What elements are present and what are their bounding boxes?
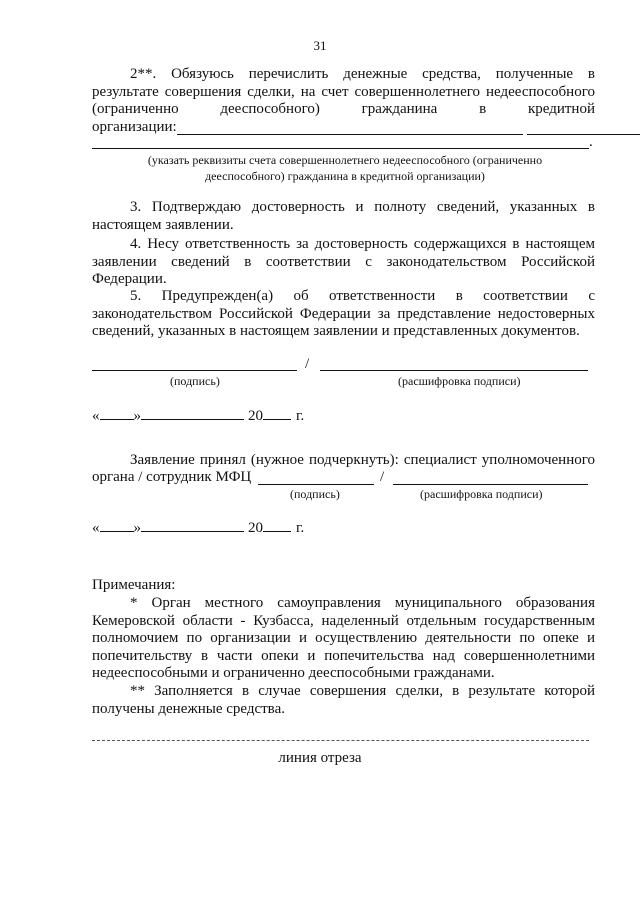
accepted-line-1: Заявление принял (нужное подчеркнуть): специалист уполномоченного xyxy=(130,452,595,468)
signature-decode-label: (расшифровка подписи) xyxy=(398,374,521,388)
accepted-signature-field[interactable] xyxy=(258,484,374,485)
signature-label: (подпись) xyxy=(170,374,220,388)
org-requisites-field-1[interactable] xyxy=(177,134,523,135)
cut-line xyxy=(92,740,589,741)
accepted-block xyxy=(92,452,595,470)
date-day-field[interactable] xyxy=(100,517,134,532)
note-2: ** Заполняется в случае совершения сделки, в результате которой получены денежные средства. xyxy=(92,683,595,717)
page-number: 31 xyxy=(313,38,327,53)
date-month-field[interactable] xyxy=(141,517,244,532)
signature-separator: / xyxy=(305,356,310,372)
date-year-field[interactable] xyxy=(263,517,291,532)
date-line-2: « » 20 г. xyxy=(92,517,304,537)
org-requisites-field-2[interactable] xyxy=(527,134,640,135)
item-2-line-1: 2**. Обязуюсь перечислить денежные средства, полученные в xyxy=(130,66,595,82)
signature-decode-field[interactable] xyxy=(320,370,588,371)
item-3: 3. Подтверждаю достоверность и полноту сведений, указанных в настоящем заявлении. xyxy=(92,199,595,233)
note-1: * Орган местного самоуправления муниципального образования Кемеровской области - Кузбасса, наделенный отдельным государственным полномочием по организации и осуществлению деятельности по опеке и попечительству в части опеки и попечительства над совершеннолетними недееспособными и ограниченно дееспособными гражданами. xyxy=(92,595,595,681)
item-2-line-2: результате совершения сделки, на счет совершеннолетнего недееспособного xyxy=(92,83,595,100)
date-year-field[interactable] xyxy=(263,405,291,420)
item-2-line-4 xyxy=(92,119,595,137)
accepted-decode-label: (расшифровка подписи) xyxy=(420,487,543,501)
date-line-1: « » 20 г. xyxy=(92,405,304,425)
item-5: 5. Предупрежден(а) об ответственности в соответствии с законодательством Российской Федерации за представление недостоверных сведений, указанных в настоящем заявлении и представленных документов. xyxy=(92,288,595,339)
org-requisites-field-3[interactable] xyxy=(92,148,589,149)
accepted-separator: / xyxy=(380,469,385,485)
cut-line-label: линия отреза xyxy=(278,750,362,766)
notes-heading: Примечания: xyxy=(92,577,176,593)
item-2-block xyxy=(92,66,595,136)
accepted-decode-field[interactable] xyxy=(393,484,588,485)
requisites-hint: (указать реквизиты счета совершеннолетнего недееспособного (ограниченно дееспособного) гражданина в кредитной организации) xyxy=(147,153,543,183)
organization-label: организации: xyxy=(92,118,177,135)
accepted-line-2: органа / сотрудник МФЦ xyxy=(92,469,252,485)
item-4: 4. Несу ответственность за достоверность содержащихся в настоящем заявлении сведений в соответствии с законодательством Российской Федерации. xyxy=(92,236,595,287)
signature-field[interactable] xyxy=(92,370,297,371)
date-month-field[interactable] xyxy=(141,405,244,420)
item-2-line-3: (ограниченно дееспособного) гражданина в кредитной xyxy=(92,101,595,117)
date-day-field[interactable] xyxy=(100,405,134,420)
accepted-signature-label: (подпись) xyxy=(290,487,340,501)
